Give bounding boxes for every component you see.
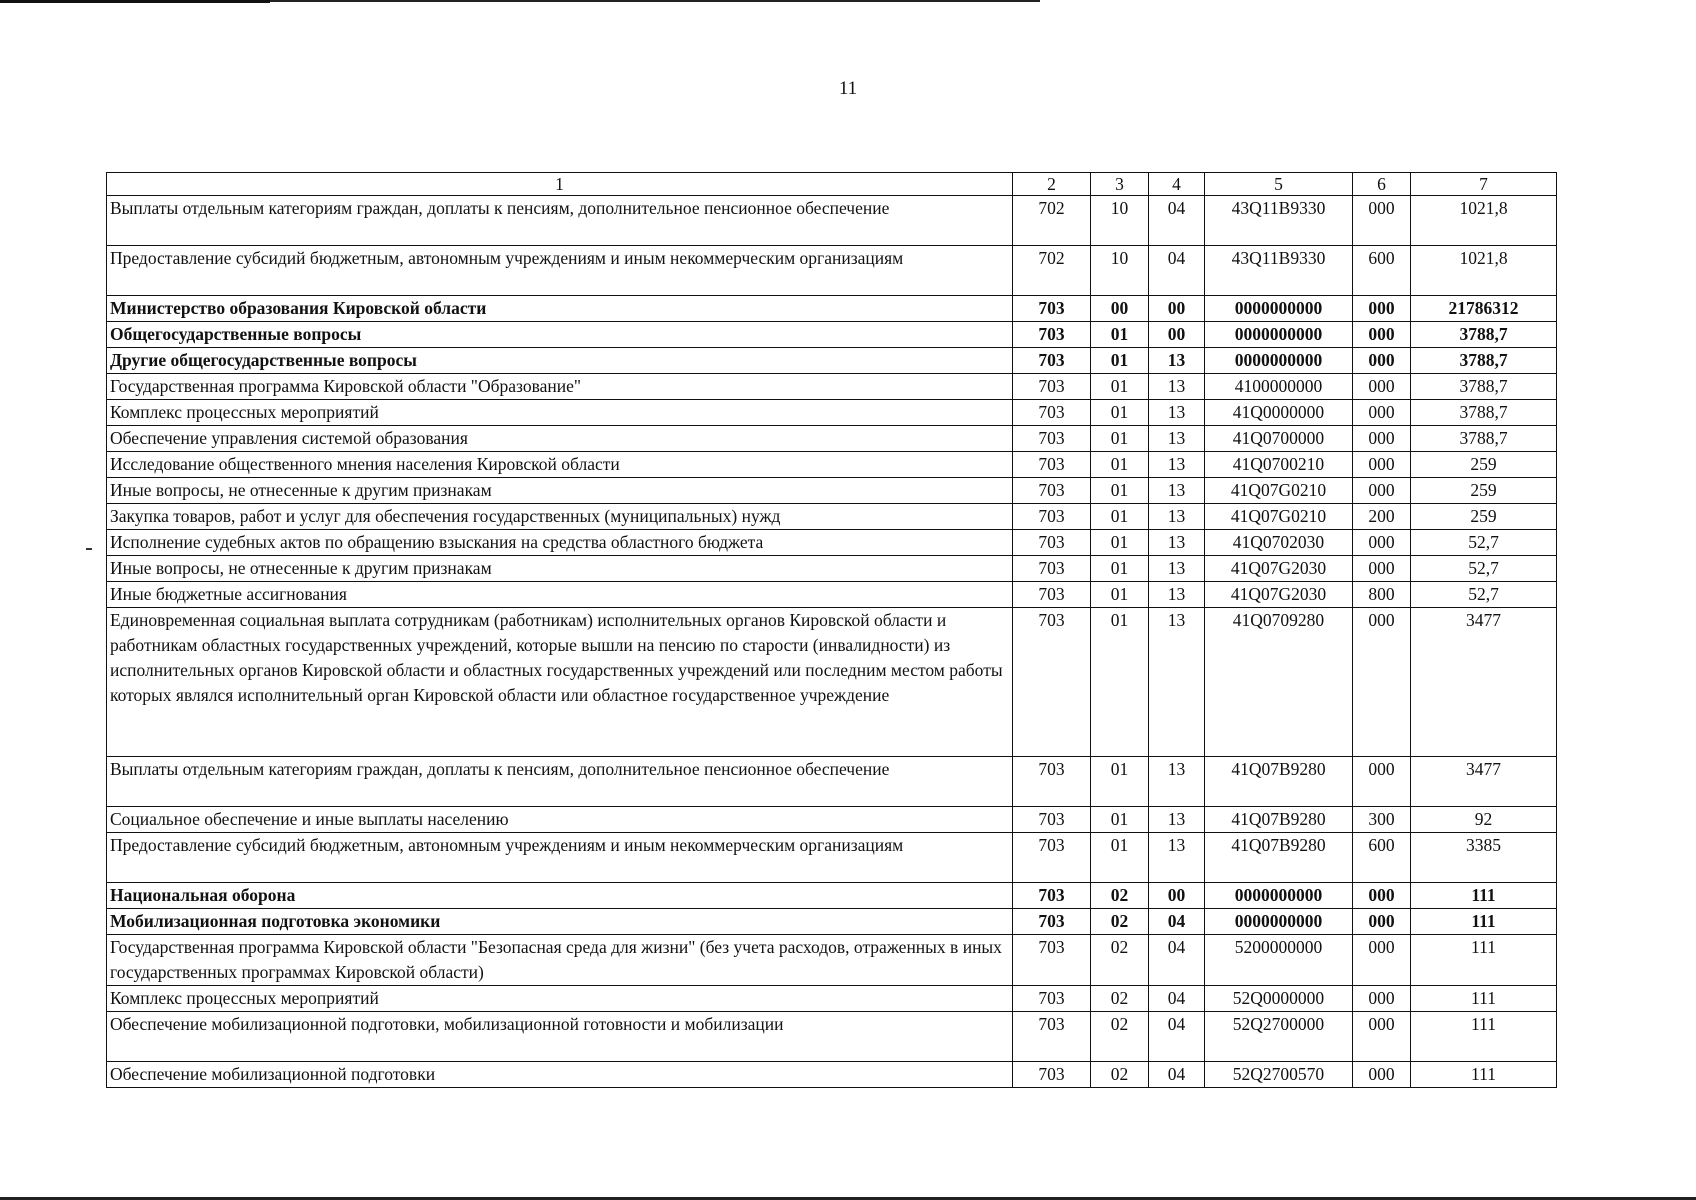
cell-section: 01 (1091, 400, 1149, 426)
table-row (107, 400, 1557, 426)
table-row (107, 478, 1557, 504)
row-name: Предоставление субсидий бюджетным, автономным учреждениям и иным некоммерческим организациям (107, 246, 1013, 296)
table-row (107, 909, 1557, 935)
cell-target-article: 4100000000 (1205, 374, 1353, 400)
column-header: 4 (1149, 173, 1205, 196)
cell-section: 01 (1091, 833, 1149, 883)
cell-subsection: 13 (1149, 807, 1205, 833)
cell-section: 02 (1091, 1062, 1149, 1088)
cell-section: 01 (1091, 556, 1149, 582)
table-row (107, 807, 1557, 833)
cell-amount: 3788,7 (1411, 400, 1557, 426)
cell-section: 01 (1091, 504, 1149, 530)
cell-expense-type: 000 (1353, 909, 1411, 935)
column-header: 2 (1013, 173, 1091, 196)
column-header: 5 (1205, 173, 1353, 196)
cell-expense-type: 000 (1353, 556, 1411, 582)
cell-target-article: 41Q07B9280 (1205, 833, 1353, 883)
table-row (107, 504, 1557, 530)
cell-code-admin: 703 (1013, 478, 1091, 504)
cell-section: 01 (1091, 322, 1149, 348)
cell-section: 01 (1091, 348, 1149, 374)
cell-target-article: 41Q07G2030 (1205, 582, 1353, 608)
cell-code-admin: 702 (1013, 246, 1091, 296)
cell-section: 02 (1091, 986, 1149, 1012)
table-row (107, 883, 1557, 909)
row-name: Выплаты отдельным категориям граждан, доплаты к пенсиям, дополнительное пенсионное обеспечение (107, 196, 1013, 246)
cell-expense-type: 300 (1353, 807, 1411, 833)
row-name: Единовременная социальная выплата сотрудникам (работникам) исполнительных органов Кировской области и работникам областных государственных учреждений, которые вышли на пенсию по старости (инвалидности) из исполнительных органов Кировской области и областных государственных учреждений или последним местом работы которых являлся исполнительный орган Кировской области или областное государственное учреждение (107, 608, 1013, 757)
cell-expense-type: 000 (1353, 400, 1411, 426)
column-header: 6 (1353, 173, 1411, 196)
table-row (107, 530, 1557, 556)
table-row (107, 608, 1557, 757)
table-row (107, 246, 1557, 296)
cell-subsection: 13 (1149, 478, 1205, 504)
cell-section: 01 (1091, 478, 1149, 504)
cell-amount: 3385 (1411, 833, 1557, 883)
column-header: 3 (1091, 173, 1149, 196)
cell-target-article: 0000000000 (1205, 909, 1353, 935)
row-name: Исследование общественного мнения населения Кировской области (107, 452, 1013, 478)
cell-target-article: 0000000000 (1205, 348, 1353, 374)
cell-amount: 52,7 (1411, 530, 1557, 556)
cell-target-article: 52Q0000000 (1205, 986, 1353, 1012)
cell-amount: 1021,8 (1411, 196, 1557, 246)
cell-section: 01 (1091, 807, 1149, 833)
row-name: Закупка товаров, работ и услуг для обеспечения государственных (муниципальных) нужд (107, 504, 1013, 530)
cell-amount: 21786312 (1411, 296, 1557, 322)
cell-code-admin: 703 (1013, 986, 1091, 1012)
cell-expense-type: 000 (1353, 935, 1411, 986)
table-row (107, 1062, 1557, 1088)
cell-amount: 92 (1411, 807, 1557, 833)
cell-expense-type: 600 (1353, 833, 1411, 883)
cell-code-admin: 703 (1013, 530, 1091, 556)
cell-code-admin: 703 (1013, 909, 1091, 935)
cell-code-admin: 703 (1013, 757, 1091, 807)
row-name: Государственная программа Кировской области "Безопасная среда для жизни" (без учета расходов, отраженных в иных государственных программах Кировской области) (107, 935, 1013, 986)
cell-code-admin: 703 (1013, 807, 1091, 833)
cell-subsection: 13 (1149, 504, 1205, 530)
table-row (107, 757, 1557, 807)
table-row (107, 1012, 1557, 1062)
cell-subsection: 13 (1149, 452, 1205, 478)
cell-expense-type: 000 (1353, 608, 1411, 757)
table-row (107, 322, 1557, 348)
cell-target-article: 0000000000 (1205, 883, 1353, 909)
cell-code-admin: 703 (1013, 582, 1091, 608)
cell-expense-type: 000 (1353, 374, 1411, 400)
table-row (107, 986, 1557, 1012)
row-name: Общегосударственные вопросы (107, 322, 1013, 348)
cell-section: 00 (1091, 296, 1149, 322)
column-header: 7 (1411, 173, 1557, 196)
cell-expense-type: 000 (1353, 452, 1411, 478)
row-name: Иные бюджетные ассигнования (107, 582, 1013, 608)
cell-amount: 111 (1411, 1012, 1557, 1062)
row-name: Министерство образования Кировской области (107, 296, 1013, 322)
margin-mark (86, 548, 92, 550)
cell-code-admin: 703 (1013, 400, 1091, 426)
cell-subsection: 13 (1149, 374, 1205, 400)
cell-subsection: 13 (1149, 556, 1205, 582)
cell-code-admin: 703 (1013, 935, 1091, 986)
cell-subsection: 13 (1149, 426, 1205, 452)
cell-expense-type: 800 (1353, 582, 1411, 608)
cell-amount: 3788,7 (1411, 426, 1557, 452)
cell-amount: 52,7 (1411, 582, 1557, 608)
cell-section: 02 (1091, 883, 1149, 909)
row-name: Обеспечение мобилизационной подготовки, мобилизационной готовности и мобилизации (107, 1012, 1013, 1062)
cell-subsection: 04 (1149, 246, 1205, 296)
cell-expense-type: 000 (1353, 322, 1411, 348)
table-row (107, 556, 1557, 582)
table-row (107, 426, 1557, 452)
cell-section: 10 (1091, 196, 1149, 246)
cell-target-article: 0000000000 (1205, 322, 1353, 348)
cell-amount: 259 (1411, 504, 1557, 530)
cell-code-admin: 703 (1013, 452, 1091, 478)
cell-target-article: 41Q07G0210 (1205, 478, 1353, 504)
cell-amount: 1021,8 (1411, 246, 1557, 296)
cell-section: 02 (1091, 935, 1149, 986)
table-row (107, 833, 1557, 883)
cell-code-admin: 703 (1013, 883, 1091, 909)
column-header: 1 (107, 173, 1013, 196)
row-name: Обеспечение мобилизационной подготовки (107, 1062, 1013, 1088)
cell-subsection: 00 (1149, 296, 1205, 322)
cell-amount: 259 (1411, 478, 1557, 504)
row-name: Социальное обеспечение и иные выплаты населению (107, 807, 1013, 833)
cell-amount: 111 (1411, 1062, 1557, 1088)
cell-target-article: 43Q11B9330 (1205, 196, 1353, 246)
table-row (107, 296, 1557, 322)
cell-target-article: 41Q07B9280 (1205, 807, 1353, 833)
cell-target-article: 0000000000 (1205, 296, 1353, 322)
cell-amount: 52,7 (1411, 556, 1557, 582)
cell-code-admin: 703 (1013, 1062, 1091, 1088)
cell-code-admin: 703 (1013, 556, 1091, 582)
cell-section: 10 (1091, 246, 1149, 296)
row-name: Мобилизационная подготовка экономики (107, 909, 1013, 935)
cell-subsection: 04 (1149, 196, 1205, 246)
cell-subsection: 13 (1149, 757, 1205, 807)
cell-subsection: 04 (1149, 1062, 1205, 1088)
row-name: Иные вопросы, не отнесенные к другим признакам (107, 556, 1013, 582)
cell-expense-type: 000 (1353, 296, 1411, 322)
cell-subsection: 04 (1149, 1012, 1205, 1062)
cell-amount: 111 (1411, 986, 1557, 1012)
cell-amount: 3477 (1411, 608, 1557, 757)
cell-amount: 3788,7 (1411, 322, 1557, 348)
row-name: Обеспечение управления системой образования (107, 426, 1013, 452)
cell-subsection: 13 (1149, 833, 1205, 883)
budget-table (106, 172, 1557, 1088)
cell-subsection: 04 (1149, 909, 1205, 935)
cell-amount: 111 (1411, 883, 1557, 909)
cell-target-article: 41Q07B9280 (1205, 757, 1353, 807)
cell-target-article: 41Q0000000 (1205, 400, 1353, 426)
cell-amount: 3788,7 (1411, 374, 1557, 400)
cell-section: 01 (1091, 426, 1149, 452)
cell-code-admin: 703 (1013, 833, 1091, 883)
cell-code-admin: 703 (1013, 374, 1091, 400)
cell-section: 01 (1091, 530, 1149, 556)
cell-code-admin: 703 (1013, 426, 1091, 452)
cell-expense-type: 000 (1353, 196, 1411, 246)
cell-target-article: 41Q0702030 (1205, 530, 1353, 556)
cell-amount: 3477 (1411, 757, 1557, 807)
row-name: Иные вопросы, не отнесенные к другим признакам (107, 478, 1013, 504)
table-row (107, 935, 1557, 986)
cell-subsection: 13 (1149, 400, 1205, 426)
cell-expense-type: 000 (1353, 478, 1411, 504)
cell-section: 02 (1091, 909, 1149, 935)
cell-expense-type: 000 (1353, 986, 1411, 1012)
cell-code-admin: 703 (1013, 1012, 1091, 1062)
cell-expense-type: 200 (1353, 504, 1411, 530)
cell-target-article: 52Q2700000 (1205, 1012, 1353, 1062)
cell-amount: 259 (1411, 452, 1557, 478)
cell-code-admin: 703 (1013, 296, 1091, 322)
cell-section: 01 (1091, 374, 1149, 400)
cell-code-admin: 702 (1013, 196, 1091, 246)
cell-target-article: 41Q07G2030 (1205, 556, 1353, 582)
cell-target-article: 41Q0709280 (1205, 608, 1353, 757)
page-number: 11 (838, 78, 858, 99)
cell-amount: 111 (1411, 909, 1557, 935)
table-row (107, 582, 1557, 608)
cell-section: 01 (1091, 452, 1149, 478)
cell-expense-type: 000 (1353, 426, 1411, 452)
cell-amount: 111 (1411, 935, 1557, 986)
cell-expense-type: 000 (1353, 757, 1411, 807)
row-name: Выплаты отдельным категориям граждан, доплаты к пенсиям, дополнительное пенсионное обеспечение (107, 757, 1013, 807)
row-name: Исполнение судебных актов по обращению взыскания на средства областного бюджета (107, 530, 1013, 556)
row-name: Предоставление субсидий бюджетным, автономным учреждениям и иным некоммерческим организациям (107, 833, 1013, 883)
table-row (107, 374, 1557, 400)
cell-section: 01 (1091, 757, 1149, 807)
row-name: Комплекс процессных мероприятий (107, 400, 1013, 426)
cell-code-admin: 703 (1013, 608, 1091, 757)
cell-subsection: 04 (1149, 935, 1205, 986)
cell-code-admin: 703 (1013, 504, 1091, 530)
cell-target-article: 52Q2700570 (1205, 1062, 1353, 1088)
cell-expense-type: 000 (1353, 530, 1411, 556)
row-name: Национальная оборона (107, 883, 1013, 909)
cell-subsection: 13 (1149, 530, 1205, 556)
table-row (107, 348, 1557, 374)
cell-code-admin: 703 (1013, 348, 1091, 374)
cell-target-article: 41Q07G0210 (1205, 504, 1353, 530)
cell-target-article: 41Q0700000 (1205, 426, 1353, 452)
cell-expense-type: 000 (1353, 1062, 1411, 1088)
cell-section: 01 (1091, 582, 1149, 608)
row-name: Другие общегосударственные вопросы (107, 348, 1013, 374)
cell-target-article: 41Q0700210 (1205, 452, 1353, 478)
cell-section: 02 (1091, 1012, 1149, 1062)
table-row (107, 196, 1557, 246)
scan-border-top-mark (0, 0, 270, 3)
cell-section: 01 (1091, 608, 1149, 757)
cell-subsection: 00 (1149, 322, 1205, 348)
cell-subsection: 13 (1149, 608, 1205, 757)
cell-subsection: 00 (1149, 883, 1205, 909)
cell-target-article: 43Q11B9330 (1205, 246, 1353, 296)
cell-subsection: 04 (1149, 986, 1205, 1012)
cell-code-admin: 703 (1013, 322, 1091, 348)
cell-expense-type: 000 (1353, 1012, 1411, 1062)
header-row (107, 173, 1557, 196)
row-name: Государственная программа Кировской области "Образование" (107, 374, 1013, 400)
table-row (107, 452, 1557, 478)
cell-amount: 3788,7 (1411, 348, 1557, 374)
row-name: Комплекс процессных мероприятий (107, 986, 1013, 1012)
cell-subsection: 13 (1149, 348, 1205, 374)
cell-target-article: 5200000000 (1205, 935, 1353, 986)
cell-expense-type: 600 (1353, 246, 1411, 296)
cell-subsection: 13 (1149, 582, 1205, 608)
cell-expense-type: 000 (1353, 348, 1411, 374)
cell-expense-type: 000 (1353, 883, 1411, 909)
